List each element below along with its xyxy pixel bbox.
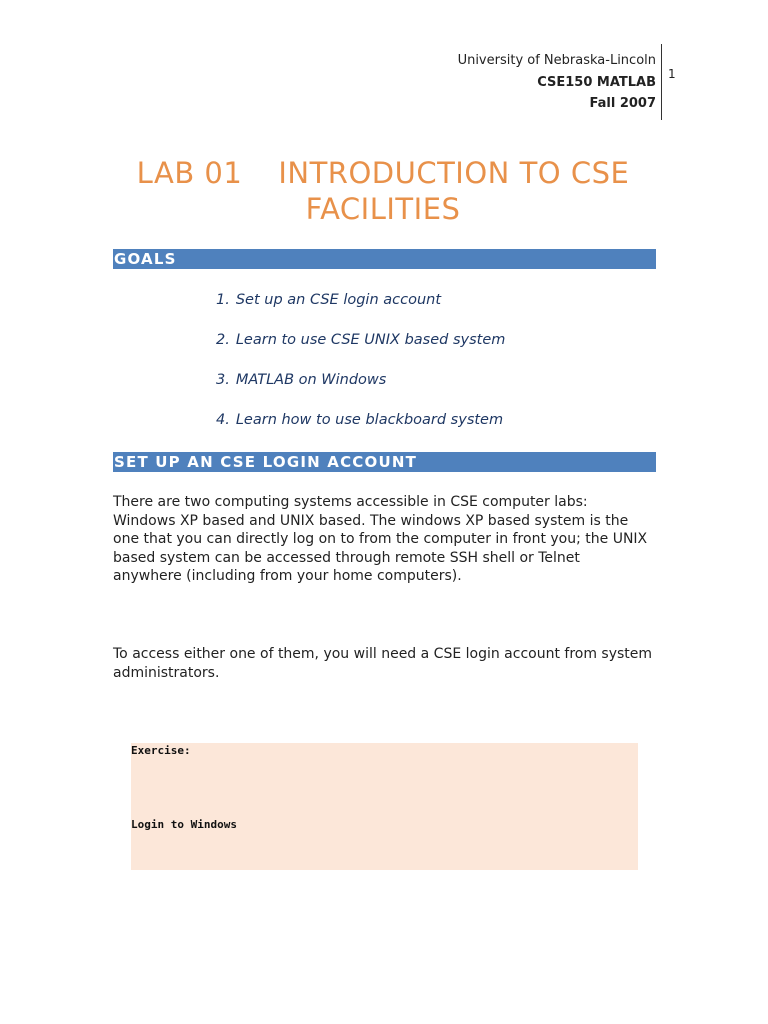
page-number: 1 (668, 67, 676, 81)
goals-list (216, 289, 505, 449)
header-institution: University of Nebraska-Lincoln (457, 53, 656, 68)
header-term: Fall 2007 (589, 96, 656, 111)
paragraph-computing-systems: There are two computing systems accessible in CSE computer labs: Windows XP based and UNIX based. The windows XP based system is the one that you can directly log on to from the computer in front you; the UNIX based system can be accessed through remote SSH shell or Telnet anywhere (including from your home computers). (113, 494, 648, 584)
goal-text: MATLAB on Windows (235, 372, 387, 388)
goal-number: 2. (216, 332, 230, 348)
goal-number: 1. (216, 292, 230, 308)
goal-number: 3. (216, 372, 230, 388)
section-heading-setup: SET UP AN CSE LOGIN ACCOUNT (113, 452, 656, 472)
goal-item (216, 369, 505, 409)
goal-text: Set up an CSE login account (235, 292, 442, 308)
goal-text: Learn to use CSE UNIX based system (235, 332, 506, 348)
paragraph-access-account: To access either one of them, you will need a CSE login account from system administrators. (113, 646, 653, 681)
document-title (113, 155, 653, 227)
exercise-label: Exercise: (131, 744, 191, 757)
goal-text: Learn how to use blackboard system (235, 412, 504, 428)
title-text: INTRODUCTION TO CSE FACILITIES (278, 156, 630, 226)
goal-number: 4. (216, 412, 230, 428)
exercise-item: Login to Windows (131, 818, 237, 831)
section-heading-goals: GOALS (113, 249, 656, 269)
header-course: CSE150 MATLAB (537, 74, 656, 90)
goal-item (216, 409, 505, 449)
title-lab-number: LAB 01 (136, 156, 243, 190)
exercise-box (131, 743, 638, 870)
goal-item (216, 329, 505, 369)
header-divider (661, 44, 662, 120)
goal-item (216, 289, 505, 329)
page-header (458, 50, 656, 115)
